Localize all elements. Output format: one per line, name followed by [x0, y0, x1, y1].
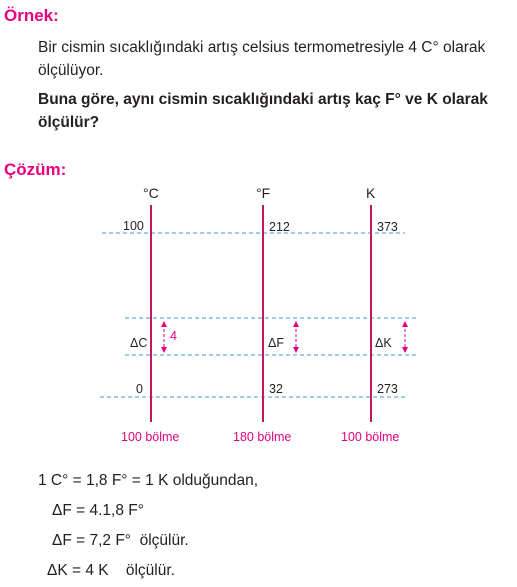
- kelvin-bottom-value: 273: [377, 382, 398, 396]
- calculation-line-4: ΔK = 4 K ölçülür.: [47, 562, 175, 579]
- solution-heading: Çözüm:: [4, 160, 67, 179]
- kelvin-delta-label: ΔK: [375, 336, 392, 350]
- kelvin-top-value: 373: [377, 220, 398, 234]
- question-line-2: ölçülür?: [38, 114, 100, 131]
- kelvin-divisions-label: 100 bölme: [341, 430, 400, 444]
- fahrenheit-unit-label: °F: [256, 185, 271, 201]
- calculation-line-2: ΔF = 4.1,8 F°: [52, 502, 144, 519]
- calculation-line-3: ΔF = 7,2 F° ölçülür.: [52, 532, 189, 549]
- celsius-delta-value: 4: [170, 329, 177, 343]
- example-heading: Örnek:: [4, 6, 59, 25]
- celsius-top-value: 100: [123, 219, 144, 233]
- fahrenheit-divisions-label: 180 bölme: [233, 430, 292, 444]
- celsius-divisions-label: 100 bölme: [121, 430, 180, 444]
- fahrenheit-bottom-value: 32: [269, 382, 283, 396]
- example-line-2: ölçülüyor.: [38, 62, 104, 79]
- example-line-1: Bir cismin sıcaklığındaki artış celsius termometresiyle 4 C° olarak: [38, 39, 486, 56]
- fahrenheit-top-value: 212: [269, 220, 290, 234]
- question-line-1: Buna göre, aynı cismin sıcaklığındaki artış kaç F° ve K olarak: [38, 91, 488, 108]
- celsius-delta-label: ΔC: [130, 336, 148, 350]
- kelvin-unit-label: K: [366, 185, 376, 201]
- fahrenheit-delta-label: ΔF: [268, 336, 284, 350]
- celsius-unit-label: °C: [143, 185, 159, 201]
- calculation-line-1: 1 C° = 1,8 F° = 1 K olduğundan,: [38, 472, 259, 489]
- celsius-bottom-value: 0: [136, 382, 143, 396]
